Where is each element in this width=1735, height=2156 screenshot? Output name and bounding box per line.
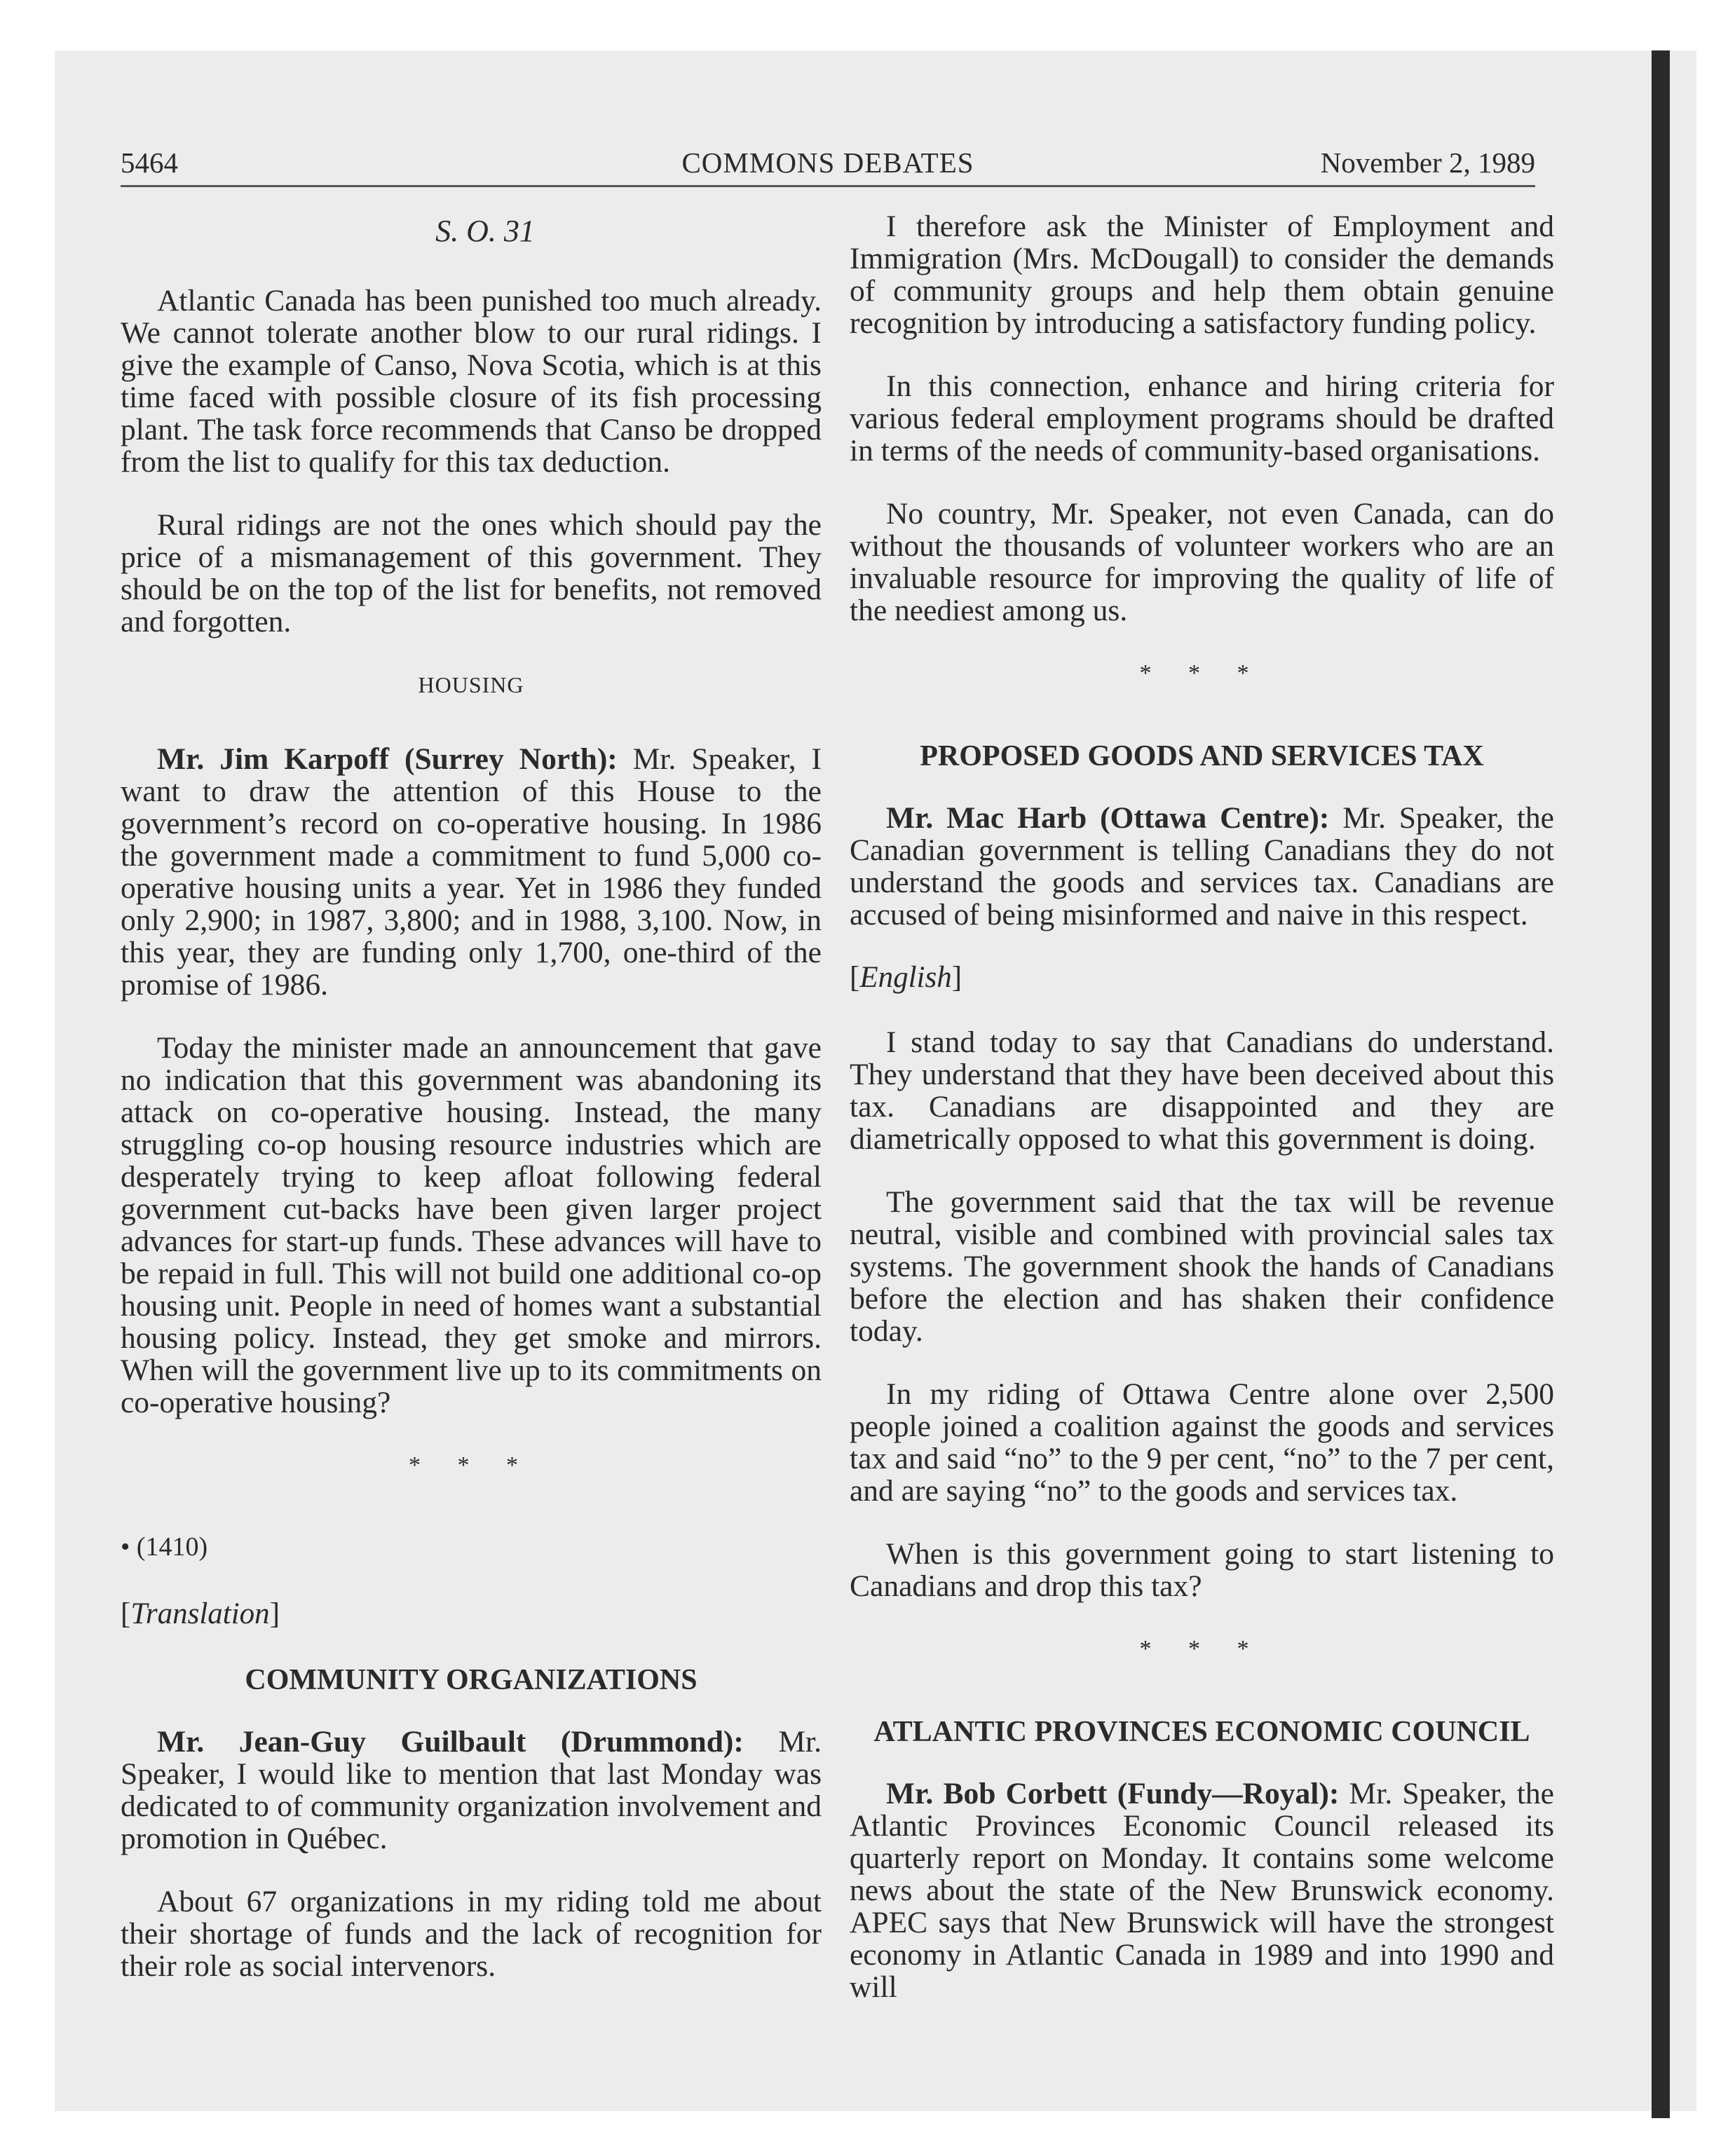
scan-edge-bar [1652, 50, 1670, 2118]
paragraph: About 67 organizations in my riding told me about their shortage of funds and the lack of recognition for their role as social intervenors. [121, 1885, 822, 1983]
paragraph: I stand today to say that Canadians do understand. They understand that they have been deceived about this tax. Canadians are disappointed and they are diametrically opposed to what this government is doing. [850, 1025, 1554, 1156]
standing-order-marker: S. O. 31 [435, 214, 535, 248]
language-marker: [Translation] [121, 1597, 280, 1630]
section-heading: PROPOSED GOODS AND SERVICES TAX [920, 740, 1484, 772]
section-separator: * * * [409, 1452, 533, 1478]
paragraph: The government said that the tax will be revenue neutral, visible and combined with provincial sales tax systems. The government shook the hands of Canadians before the election and has shaken their confidence today. [850, 1185, 1554, 1348]
paragraph: When is this government going to start listening to Canadians and drop this tax? [850, 1537, 1554, 1603]
section-heading: COMMUNITY ORGANIZATIONS [245, 1664, 698, 1696]
left-column [121, 210, 822, 1982]
paragraph: In this connection, enhance and hiring criteria for various federal employment programs should be drafted in terms of the needs of community-based organisations. [850, 369, 1554, 468]
right-column [850, 210, 1554, 2003]
page-date: November 2, 1989 [1320, 146, 1535, 179]
section-heading: ATLANTIC PROVINCES ECONOMIC COUNCIL [873, 1716, 1530, 1748]
paragraph: Today the minister made an announcement that gave no indication that this government was abandoning its attack on co-operative housing. Instead, the many struggling co-op housing resource industries which are desperately trying to keep afloat following federal government cut-backs have been given larger project advances for start-up funds. These advances will have to be repaid in full. This will not build one additional co-op housing unit. People in need of homes want a substantial housing policy. Instead, they get smoke and mirrors. When will the government live up to its commitments on co-operative housing? [121, 1031, 822, 1419]
speaker-name: Mr. Jean-Guy Guilbault (Drummond): [157, 1725, 744, 1759]
statement-text: Mr. Speaker, I want to draw the attention of this House to the government’s record on co-operative housing. In 1986 the government made a commitment to fund 5,000 co-operative housing units a year. Yet in 1986 they funded only 2,900; in 1987, 3,800; and in 1988, 3,100. Now, in this year, they are funding only 1,700, one-third of the promise of 1986. [121, 742, 822, 1002]
publication-title: COMMONS DEBATES [681, 146, 974, 179]
section-separator: * * * [1139, 660, 1265, 686]
page-number: 5464 [121, 146, 178, 179]
statement-text: Mr. Speaker, the Canadian government is telling Canadians they do not understand the goods and services tax. Canadians are accused of being misinformed and naive in this respect. [850, 801, 1554, 932]
statement-text: Mr. Speaker, the Atlantic Provinces Economic Council released its quarterly report on Monday. It contains some welcome news about the state of the New Brunswick economy. APEC says that New Brunswick will have the strongest economy in Atlantic Canada in 1989 and into 1990 and will [850, 1777, 1554, 2004]
statement-paragraph [121, 1726, 822, 1855]
paragraph: Atlantic Canada has been punished too much already. We cannot tolerate another blow to our rural ridings. I give the example of Canso, Nova Scotia, which is at this time faced with possible closure of its fish processing plant. The task force recommends that Canso be dropped from the list to qualify for this tax deduction. [121, 284, 822, 479]
statement-paragraph [121, 743, 822, 1001]
paragraph: No country, Mr. Speaker, not even Canada, can do without the thousands of volunteer workers who are an invaluable resource for improving the quality of life of the neediest among us. [850, 497, 1554, 627]
language-label: Translation [130, 1597, 270, 1630]
statement-paragraph [850, 1778, 1554, 2003]
speaker-name: Mr. Mac Harb (Ottawa Centre): [886, 801, 1330, 835]
time-marker: • (1410) [121, 1532, 208, 1562]
language-label: English [859, 961, 952, 994]
statement-paragraph [850, 802, 1554, 931]
section-separator: * * * [1139, 1636, 1265, 1662]
language-marker: [English] [850, 961, 962, 994]
paragraph: In my riding of Ottawa Centre alone over 2,500 people joined a coalition against the goods and services tax and said “no” to the 9 per cent, “no” to the 7 per cent, and are saying “no” to the goods and services tax. [850, 1377, 1554, 1508]
page-header [121, 140, 1535, 187]
paragraph: I therefore ask the Minister of Employment and Immigration (Mrs. McDougall) to consider the demands of community groups and help them obtain genuine recognition by introducing a satisfactory funding policy. [850, 210, 1554, 340]
paragraph: Rural ridings are not the ones which should pay the price of a mismanagement of this government. They should be on the top of the list for benefits, not removed and forgotten. [121, 508, 822, 639]
section-rubric: HOUSING [418, 672, 524, 697]
speaker-name: Mr. Bob Corbett (Fundy—Royal): [886, 1777, 1340, 1810]
speaker-name: Mr. Jim Karpoff (Surrey North): [157, 742, 618, 776]
statement-text: Mr. Speaker, I would like to mention that last Monday was dedicated to of community organization involvement and promotion in Québec. [121, 1725, 822, 1855]
